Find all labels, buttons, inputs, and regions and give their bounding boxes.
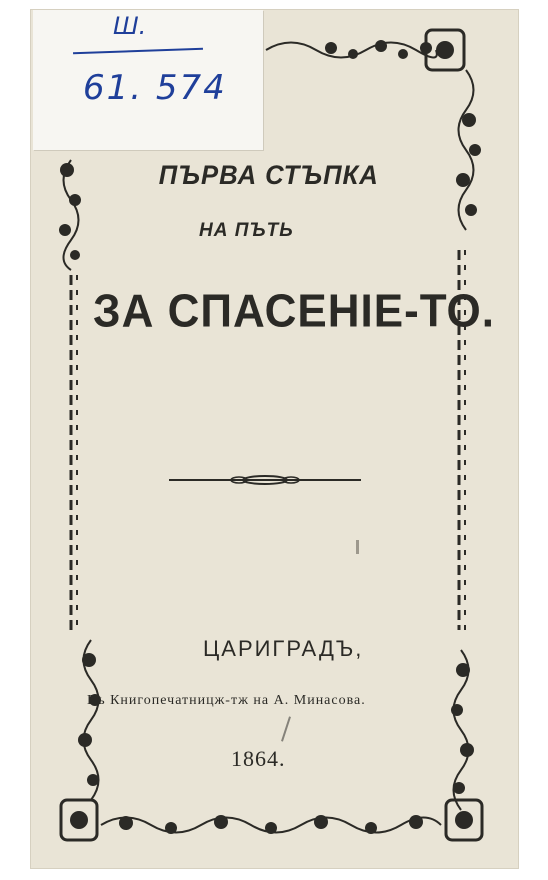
- library-call-number-label: [33, 10, 263, 150]
- title-line-2: НА ПЪТЬ: [199, 220, 294, 241]
- handwritten-shelf-mark: Ш.: [113, 12, 147, 40]
- leaf-clusters: [59, 30, 482, 840]
- handwritten-call-number: 61. 574: [83, 68, 227, 108]
- paper-blemish: [356, 540, 359, 554]
- decorative-rule: [169, 476, 361, 484]
- imprint-press: Въ Книгопечатницж-тж на А. Минасова.: [87, 693, 366, 708]
- title-line-1: ПЪРВА СТЪПКА: [158, 160, 379, 190]
- label-underline: [73, 48, 203, 55]
- imprint-city: ЦАРИГРАДЪ,: [203, 636, 364, 661]
- book-title-page: [31, 10, 518, 868]
- imprint-year: 1864.: [231, 746, 286, 771]
- title-line-3: ЗА СПАСЕНІЕ-ТО.: [93, 285, 495, 338]
